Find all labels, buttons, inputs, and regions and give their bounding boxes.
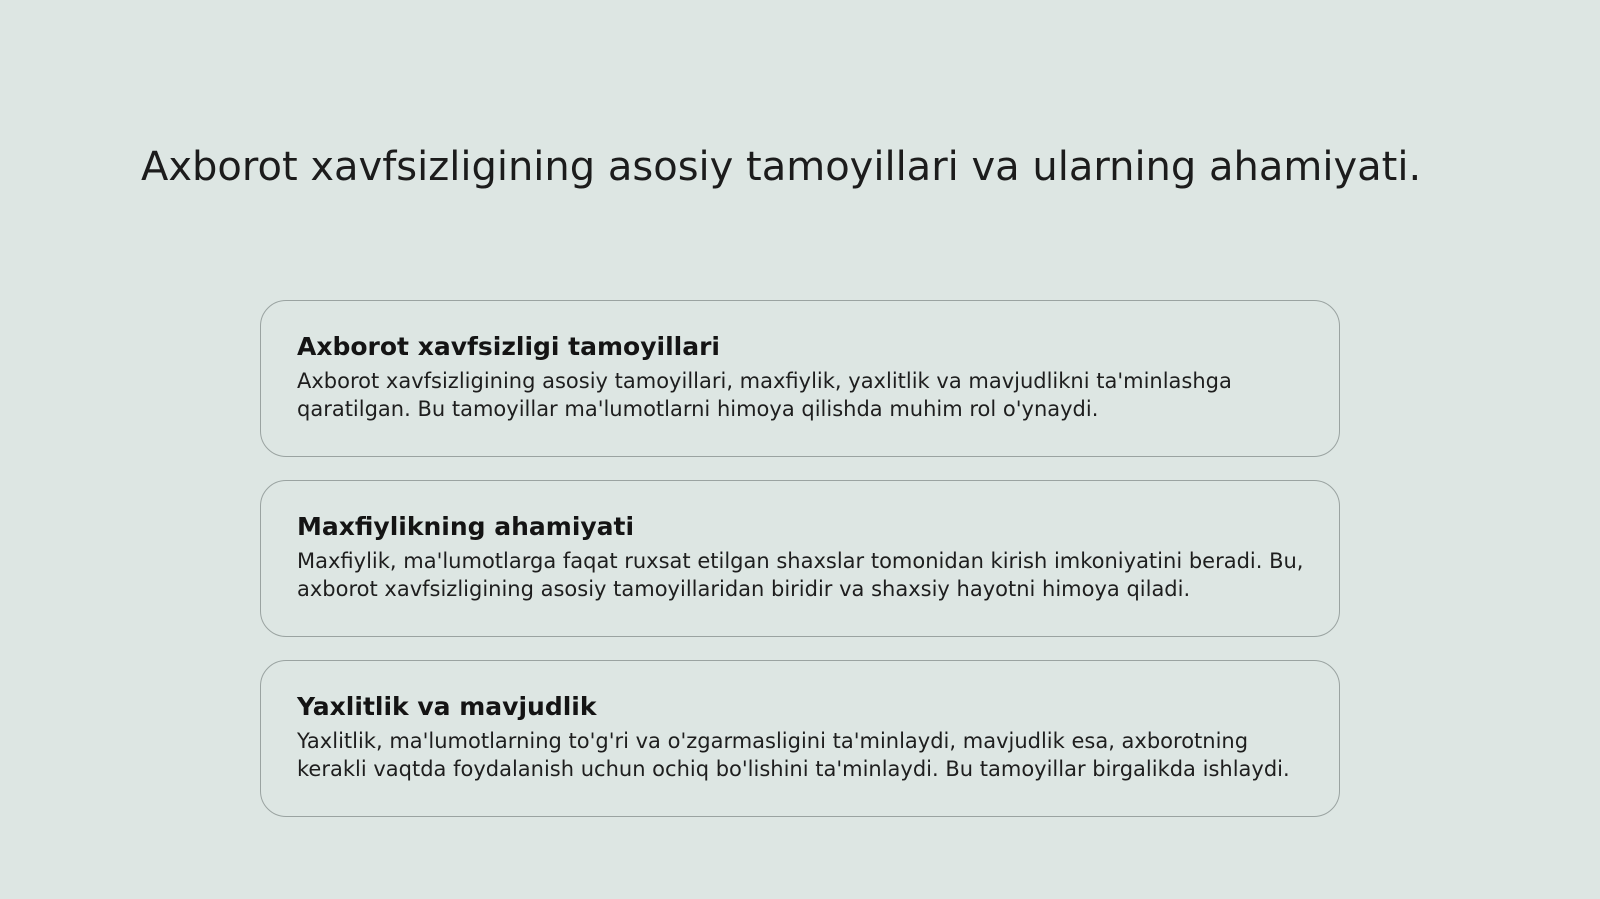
- card-heading: Yaxlitlik va mavjudlik: [297, 692, 597, 721]
- card-heading: Axborot xavfsizligi tamoyillari: [297, 332, 720, 361]
- slide-title: Axborot xavfsizligining asosiy tamoyillari va ularning ahamiyati.: [141, 144, 1422, 190]
- card-text: Axborot xavfsizligining asosiy tamoyillari, maxfiylik, yaxlitlik va mavjudlikni ta'minlashga qaratilgan. Bu tamoyillar ma'lumotlarni himoya qilishda muhim rol o'ynaydi.: [297, 369, 1232, 421]
- principles-card-list: [260, 300, 1340, 840]
- card-security-principles: [260, 300, 1340, 457]
- card-text: Yaxlitlik, ma'lumotlarning to'g'ri va o'zgarmasligini ta'minlaydi, mavjudlik esa, axborotning kerakli vaqtda foydalanish uchun ochiq bo'lishini ta'minlaydi. Bu tamoyillar birgalikda ishlaydi.: [297, 729, 1290, 781]
- card-heading: Maxfiylikning ahamiyati: [297, 512, 635, 541]
- card-confidentiality: [260, 480, 1340, 637]
- card-integrity-availability: [260, 660, 1340, 817]
- card-text: Maxfiylik, ma'lumotlarga faqat ruxsat etilgan shaxslar tomonidan kirish imkoniyatini beradi. Bu, axborot xavfsizligining asosiy tamoyillaridan biridir va shaxsiy hayotni himoya qiladi.: [297, 549, 1304, 601]
